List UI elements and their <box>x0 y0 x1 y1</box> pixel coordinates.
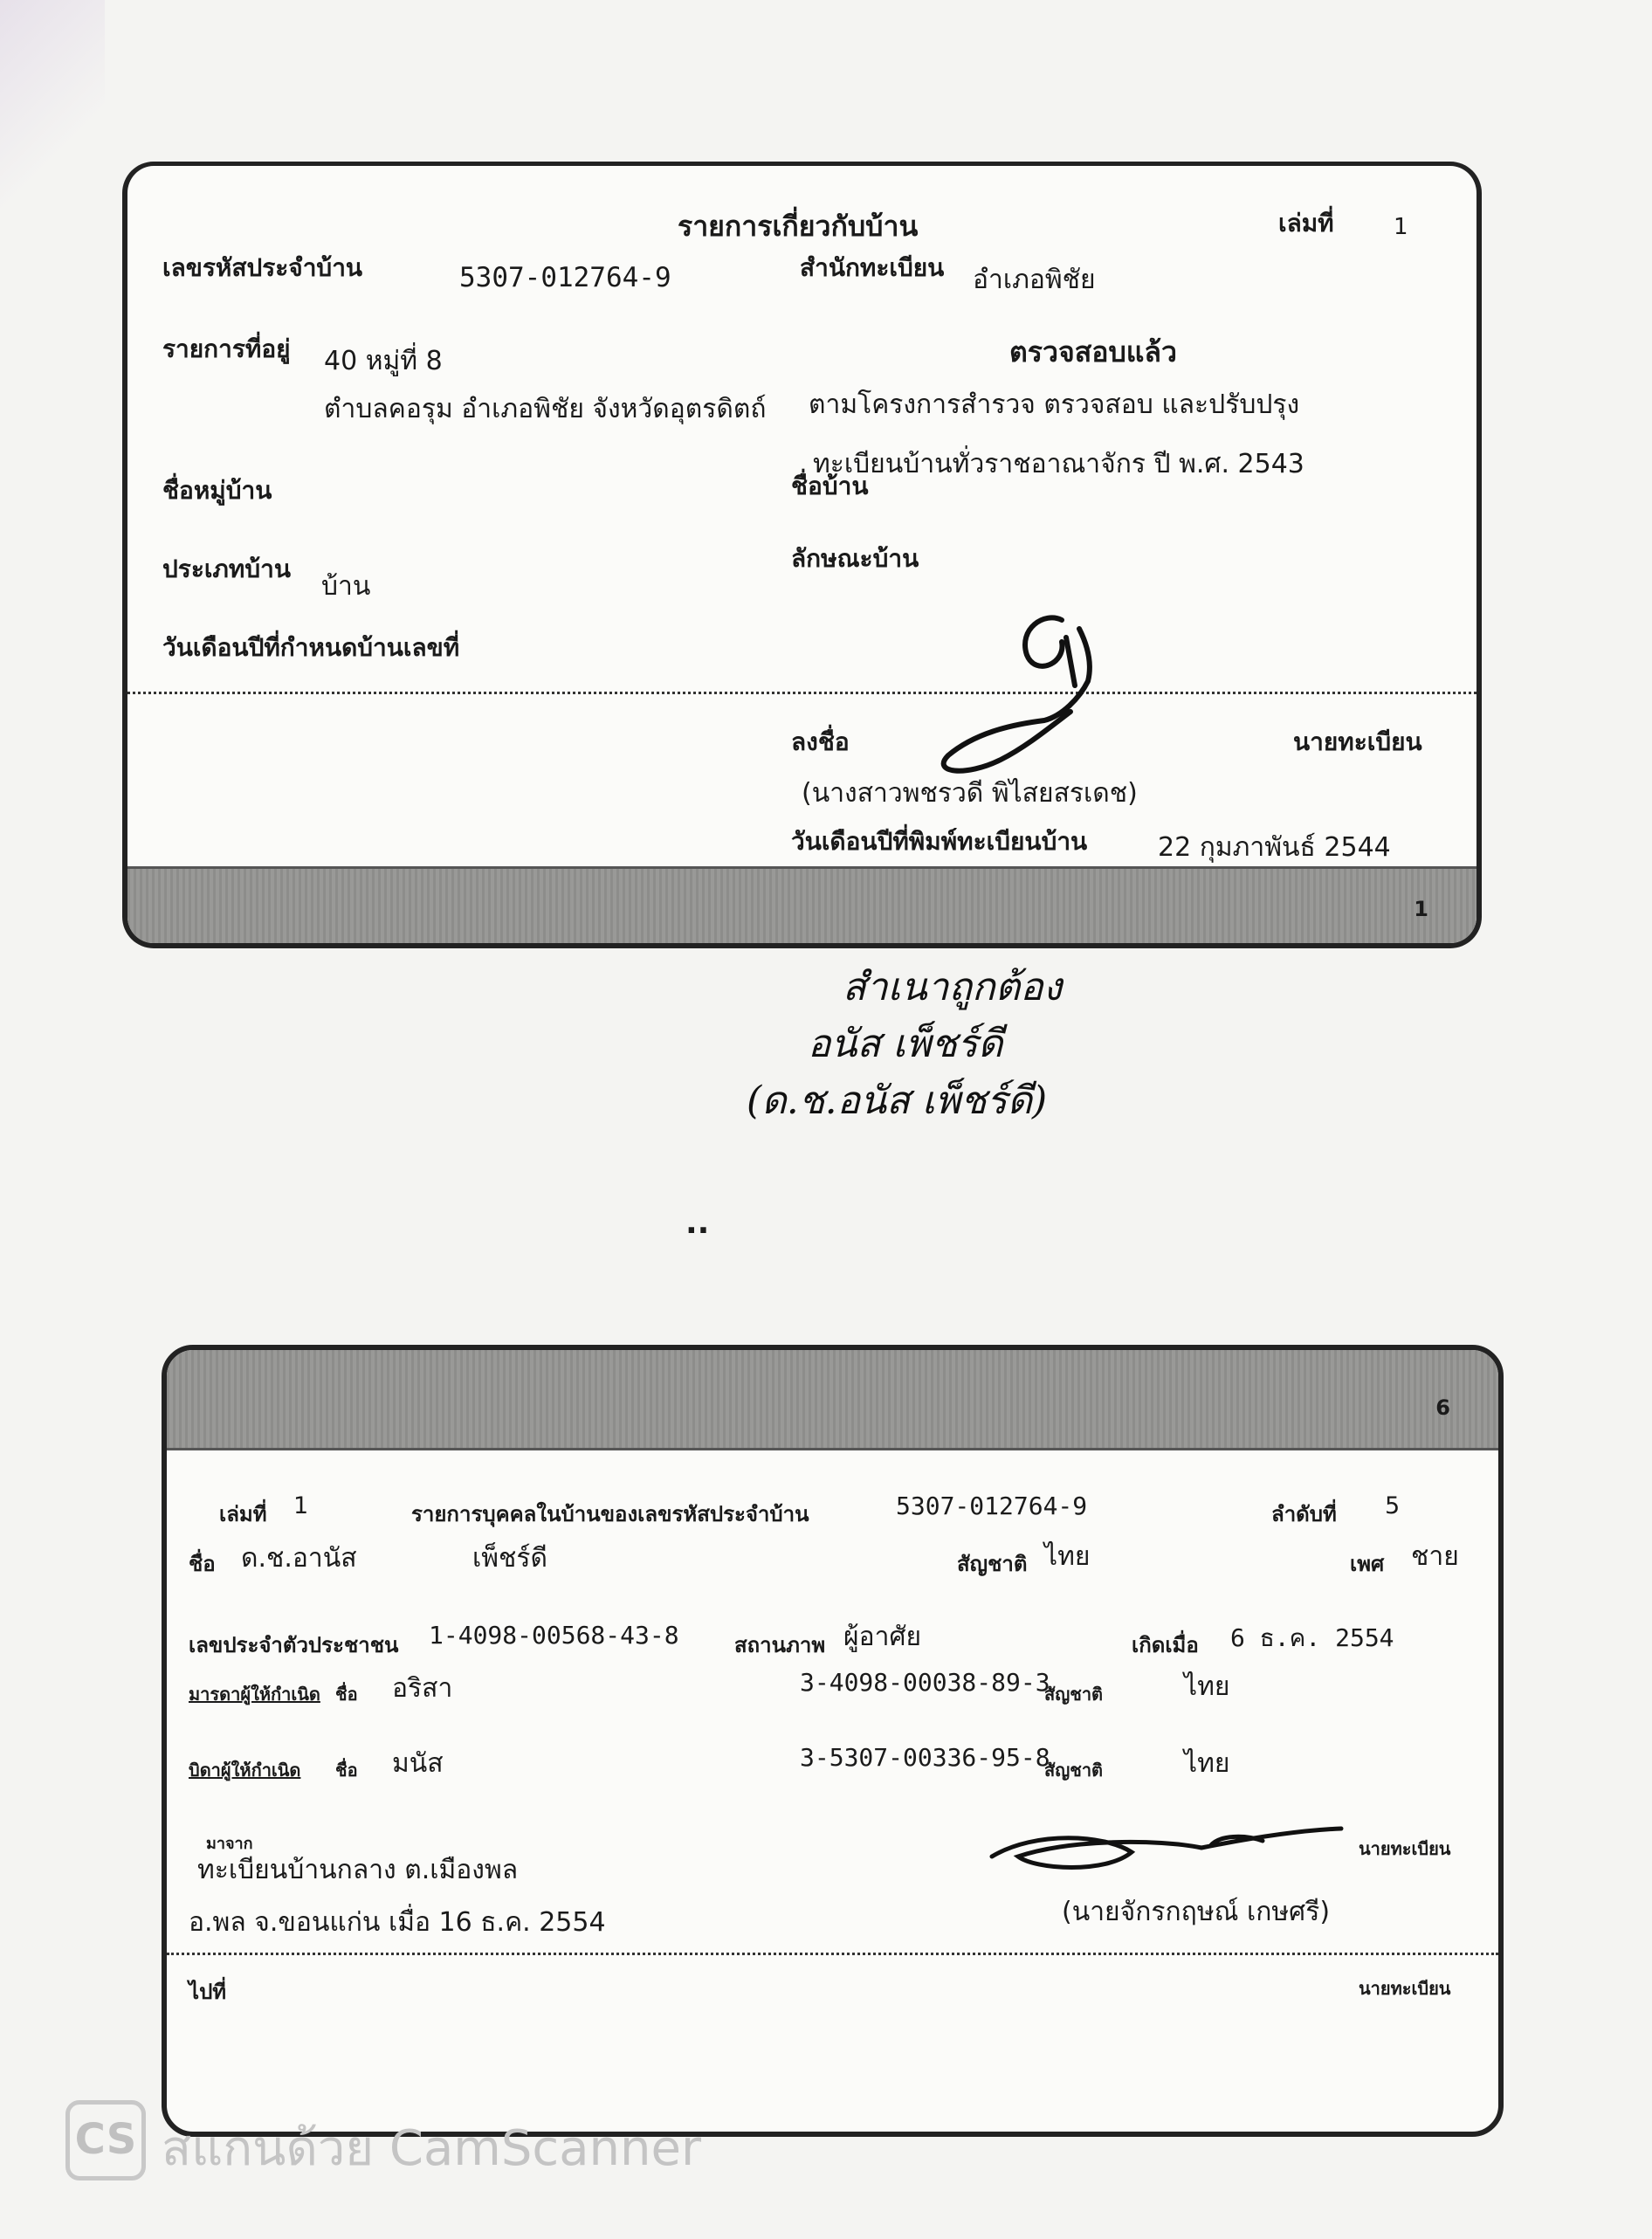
separator-marks: .. <box>685 1205 710 1241</box>
name-label: ชื่อ <box>189 1552 216 1576</box>
order-number: 5 <box>1385 1492 1401 1519</box>
address-line-2: ตำบลคอรุม อำเภอพิชัย จังหวัดอุตรดิตถ์ <box>324 394 767 424</box>
mother-name-label: ชื่อ <box>335 1684 358 1705</box>
sex: ชาย <box>1411 1541 1459 1572</box>
print-date-label: วันเดือนปีที่พิมพ์ทะเบียนบ้าน <box>791 827 1088 856</box>
certifier-name-parenthesized: (ด.ช.อนัส เพ็ชร์ดี) <box>747 1078 1048 1123</box>
sex-label: เพศ <box>1350 1552 1385 1576</box>
mother-nationality-label: สัญชาติ <box>1044 1684 1104 1705</box>
book-number: 1 <box>293 1492 309 1519</box>
house-type: บ้าน <box>321 571 371 602</box>
book-label: เล่มที่ <box>219 1502 267 1526</box>
moved-from-label: มาจาก <box>206 1835 253 1853</box>
address-line-1: 40 หมู่ที่ 8 <box>324 346 443 376</box>
house-feature-label: ลักษณะบ้าน <box>791 544 919 573</box>
father-name: มนัส <box>392 1748 444 1779</box>
moved-to-label: ไปที่ <box>189 1980 227 2004</box>
registrar-signature <box>983 1813 1350 1883</box>
date-assigned-label: วันเดือนปีที่กำหนดบ้านเลขที่ <box>162 633 460 662</box>
registrar-name: (นายจักรกฤษณ์ เกษศรี) <box>1062 1897 1331 1927</box>
order-label: ลำดับที่ <box>1271 1502 1337 1526</box>
page-number: 1 <box>1414 897 1428 921</box>
record-title: รายการบุคคลในบ้านของเลขรหัสประจำบ้าน <box>411 1502 809 1526</box>
print-date: 22 กุมภาพันธ์ 2544 <box>1158 832 1391 863</box>
registrar-label-2: นายทะเบียน <box>1359 1978 1451 1999</box>
village-label: ชื่อหมู่บ้าน <box>162 476 272 505</box>
card-header-band <box>167 1350 1498 1450</box>
page-fold-shadow <box>0 0 105 253</box>
registrar-label: นายทะเบียน <box>1293 727 1422 756</box>
address-label: รายการที่อยู่ <box>162 334 291 363</box>
person-record-card <box>162 1345 1504 2137</box>
house-name-label: ชื่อบ้าน <box>791 472 869 500</box>
person-name: ด.ช.อานัส <box>241 1543 357 1574</box>
citizen-id: 1-4098-00568-43-8 <box>429 1621 679 1650</box>
certified-copy-text: สำเนาถูกต้อง <box>843 965 1063 1009</box>
father-name-label: ชื่อ <box>335 1760 358 1781</box>
house-code: 5307-012764-9 <box>459 262 671 293</box>
dotted-divider <box>167 1953 1498 1955</box>
certifier-name: อนัส เพ็ชร์ดี <box>808 1022 1003 1066</box>
mother-nationality: ไทย <box>1184 1671 1230 1702</box>
registrar-signature <box>913 603 1140 795</box>
status-label: สถานภาพ <box>734 1633 826 1657</box>
registrar-name: (นางสาวพชรวดี พิไสยสรเดช) <box>802 778 1138 809</box>
mother-label: มารดาผู้ให้กำเนิด <box>189 1684 320 1705</box>
verify-note-2: ทะเบียนบ้านทั่วราชอาณาจักร ปี พ.ศ. 2543 <box>813 449 1304 479</box>
person-surname: เพ็ชร์ดี <box>472 1543 547 1574</box>
father-label: บิดาผู้ให้กำเนิด <box>189 1760 301 1781</box>
born-label: เกิดเมื่อ <box>1132 1633 1199 1657</box>
moved-from-line-1: ทะเบียนบ้านกลาง ต.เมืองพล <box>197 1855 519 1885</box>
house-code: 5307-012764-9 <box>896 1492 1088 1520</box>
id-label: เลขประจำตัวประชาชน <box>189 1633 399 1657</box>
registry-office-label: สำนักทะเบียน <box>800 253 945 282</box>
card-footer-band <box>127 866 1476 943</box>
mother-name: อริสา <box>392 1673 453 1704</box>
mother-id: 3-4098-00038-89-3 <box>800 1668 1050 1697</box>
book-label: เล่มที่ <box>1278 209 1334 238</box>
birth-date: 6 ธ.ค. 2554 <box>1230 1623 1394 1652</box>
sign-label: ลงชื่อ <box>791 727 850 756</box>
verify-note-1: ตามโครงการสำรวจ ตรวจสอบ และปรับปรุง <box>809 389 1300 420</box>
book-number: 1 <box>1394 214 1408 240</box>
father-id: 3-5307-00336-95-8 <box>800 1743 1050 1772</box>
resident-status: ผู้อาศัย <box>843 1622 922 1652</box>
moved-from-line-2: อ.พล จ.ขอนแก่น เมื่อ 16 ธ.ค. 2554 <box>189 1907 606 1938</box>
nationality-label: สัญชาติ <box>957 1552 1028 1576</box>
page-number: 6 <box>1435 1395 1450 1420</box>
dotted-divider <box>127 692 1476 694</box>
nationality: ไทย <box>1044 1541 1091 1572</box>
registrar-label: นายทะเบียน <box>1359 1838 1451 1859</box>
father-nationality-label: สัญชาติ <box>1044 1760 1104 1781</box>
camscanner-logo: CS <box>65 2100 146 2180</box>
house-code-label: เลขรหัสประจำบ้าน <box>162 253 363 282</box>
house-type-label: ประเภทบ้าน <box>162 555 291 583</box>
camscanner-watermark: สแกนด้วย CamScanner <box>162 2120 701 2177</box>
card-title: รายการเกี่ยวกับบ้าน <box>678 210 919 243</box>
verified-stamp: ตรวจสอบแล้ว <box>1009 335 1177 369</box>
father-nationality: ไทย <box>1184 1748 1230 1779</box>
registry-office: อำเภอพิชัย <box>973 265 1096 295</box>
house-info-card <box>122 162 1482 948</box>
